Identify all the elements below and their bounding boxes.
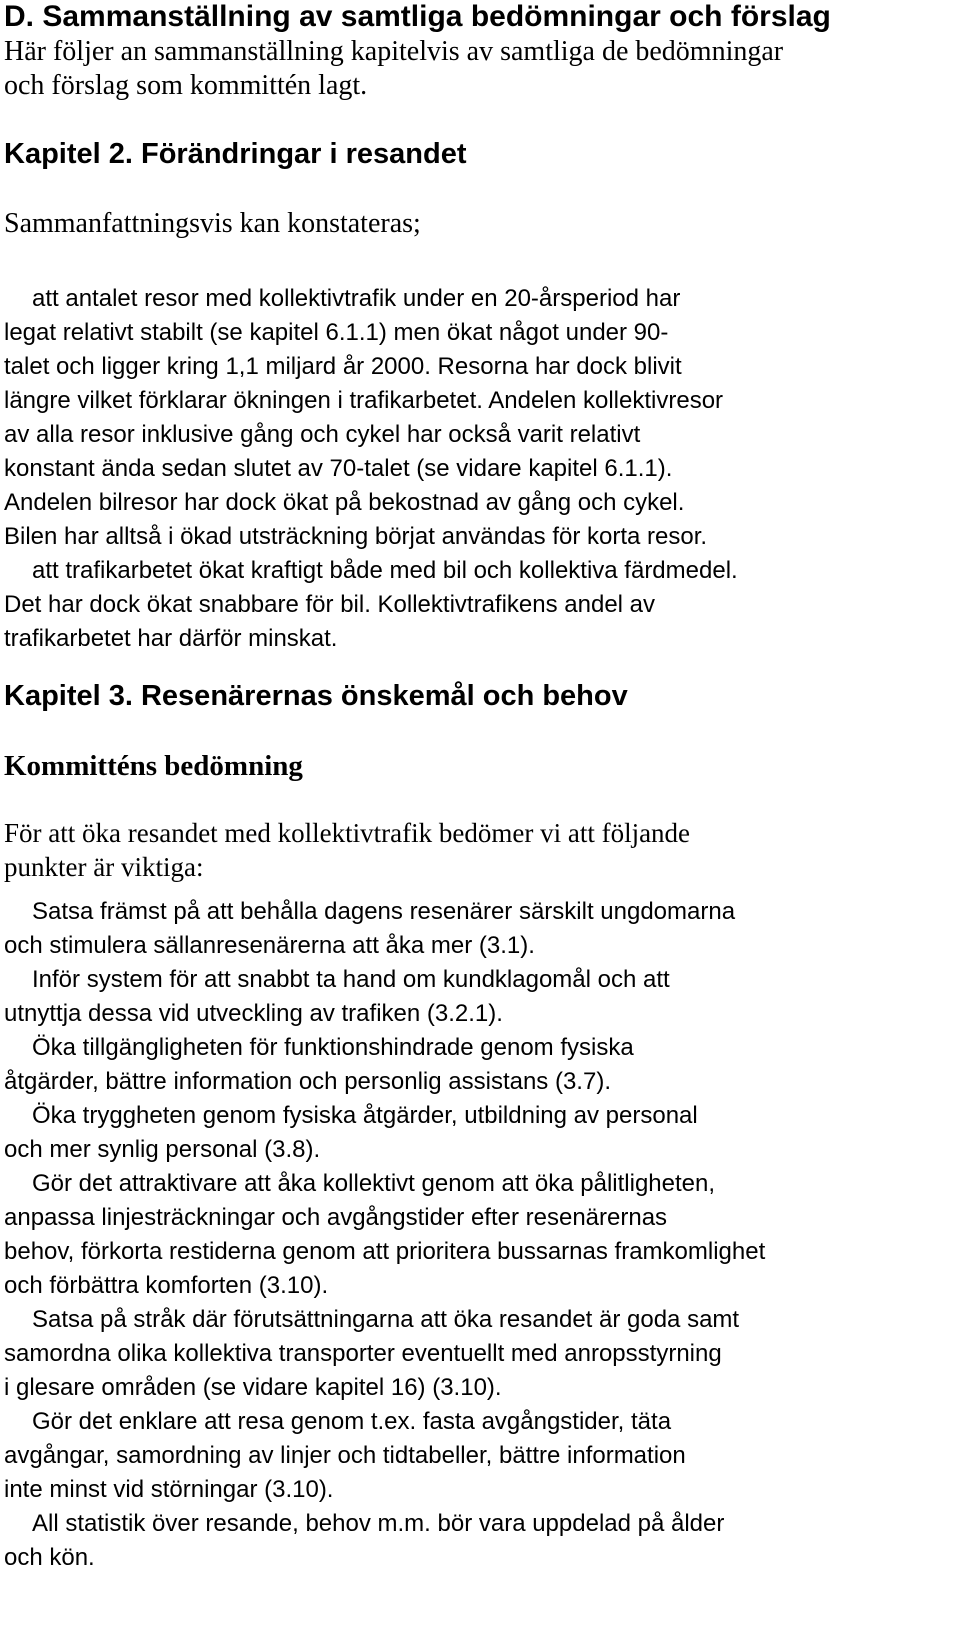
chapter-3-line: anpassa linjesträckningar och avgångstider efter resenärernas [4, 1204, 668, 1231]
chapter-2-lead: Sammanfattningsvis kan konstateras; [4, 208, 421, 239]
chapter-3-line: Satsa främst på att behålla dagens resenärer särskilt ungdomarna [32, 898, 736, 925]
intro-line: Här följer an sammanställning kapitelvis av samtliga de bedömningar [4, 36, 784, 67]
chapter-2-line: av alla resor inklusive gång och cykel har också varit relativt [4, 421, 641, 448]
chapter-3-line: och förbättra komforten (3.10). [4, 1272, 329, 1299]
chapter-3-line: avgångar, samordning av linjer och tidtabeller, bättre information [4, 1442, 686, 1469]
chapter-3-line: och mer synlig personal (3.8). [4, 1136, 321, 1163]
chapter-2-line: att antalet resor med kollektivtrafik under en 20-årsperiod har [32, 285, 681, 312]
chapter-3-lead: För att öka resandet med kollektivtrafik bedömer vi att följande [4, 818, 691, 848]
chapter-2-line: trafikarbetet har därför minskat. [4, 625, 338, 652]
chapter-3-line: Öka tillgängligheten för funktionshindrade genom fysiska [32, 1034, 634, 1061]
chapter-3-line: behov, förkorta restiderna genom att prioritera bussarnas framkomlighet [4, 1238, 766, 1265]
chapter-3-line: Satsa på stråk där förutsättningarna att öka resandet är goda samt [32, 1306, 740, 1333]
chapter-3-line: Gör det attraktivare att åka kollektivt genom att öka pålitligheten, [32, 1170, 716, 1197]
chapter-3-line: åtgärder, bättre information och personlig assistans (3.7). [4, 1068, 611, 1095]
chapter-2-line: att trafikarbetet ökat kraftigt både med bil och kollektiva färdmedel. [32, 557, 738, 584]
chapter-2-line: längre vilket förklarar ökningen i trafikarbetet. Andelen kollektivresor [4, 387, 724, 414]
intro-line: och förslag som kommittén lagt. [4, 70, 368, 101]
section-title: D. Sammanställning av samtliga bedömningar och förslag [4, 0, 831, 33]
chapter-2-line: talet och ligger kring 1,1 miljard år 2000. Resorna har dock blivit [4, 353, 682, 380]
assessment-heading: Kommitténs bedömning [4, 750, 303, 782]
chapter-3-line: Inför system för att snabbt ta hand om kundklagomål och att [32, 966, 670, 993]
chapter-2-line: konstant ända sedan slutet av 70-talet (se vidare kapitel 6.1.1). [4, 455, 673, 482]
chapter-3-line: Öka tryggheten genom fysiska åtgärder, utbildning av personal [32, 1102, 698, 1129]
chapter-3-line: Gör det enklare att resa genom t.ex. fasta avgångstider, täta [32, 1408, 672, 1435]
chapter-3-line: utnyttja dessa vid utveckling av trafiken (3.2.1). [4, 1000, 503, 1027]
chapter-2-line: Andelen bilresor har dock ökat på bekostnad av gång och cykel. [4, 489, 685, 516]
chapter-3-line: i glesare områden (se vidare kapitel 16) (3.10). [4, 1374, 502, 1401]
chapter-3-line: och kön. [4, 1544, 95, 1571]
chapter-2-line: legat relativt stabilt (se kapitel 6.1.1) men ökat något under 90- [4, 319, 669, 346]
chapter-3-line: och stimulera sällanresenärerna att åka mer (3.1). [4, 932, 535, 959]
chapter-2-line: Det har dock ökat snabbare för bil. Kollektivtrafikens andel av [4, 591, 656, 618]
chapter-3-line: samordna olika kollektiva transporter eventuellt med anropsstyrning [4, 1340, 722, 1367]
chapter-3-line: inte minst vid störningar (3.10). [4, 1476, 334, 1503]
chapter-3-heading: Kapitel 3. Resenärernas önskemål och behov [4, 680, 628, 712]
chapter-2-line: Bilen har alltså i ökad utsträckning börjat användas för korta resor. [4, 523, 708, 550]
chapter-2-heading: Kapitel 2. Förändringar i resandet [4, 138, 467, 170]
chapter-3-line: All statistik över resande, behov m.m. bör vara uppdelad på ålder [32, 1510, 725, 1537]
chapter-3-lead: punkter är viktiga: [4, 852, 204, 882]
